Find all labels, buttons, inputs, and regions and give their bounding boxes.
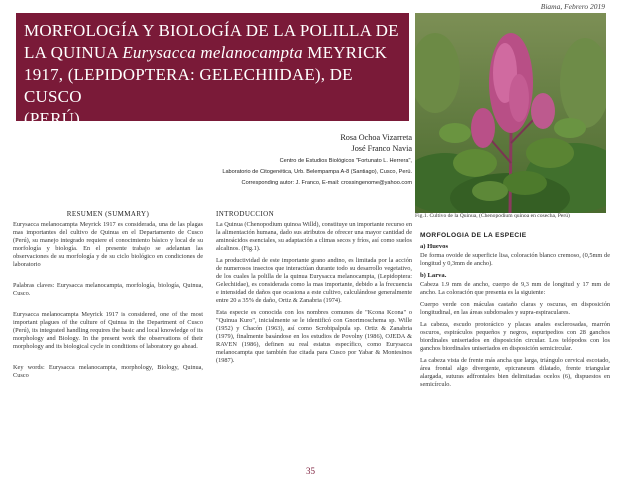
journal-header: Biama, Febrero 2019: [540, 2, 605, 11]
quinoa-plant-illustration: [415, 13, 606, 213]
keywords-spanish: Palabras claves: Eurysacca melanocampta, morfología, biología, Quinua, Cusco.: [13, 282, 203, 297]
author-name: Rosa Ochoa Vizarreta: [340, 133, 412, 142]
eggs-subheading: a) Huevos: [420, 243, 449, 250]
intro-paragraph: Esta especie es conocida con los nombres comunes de "Kcona Kcona" o "Quinua Kuro", inicialmente se le identificó con Gnorimoschema sp. Wille (1952) y Chacón (1963), así como Scrobipalpula sp. Ortiz & Zanabria (1979), finalmente basándose en los estudios de Povolny (1986), OJEDA & RAVEN (1986), definen su real estatus específico, como Eurysacca melanocampta que también fue citada para Cusco por Yabar & Montesinos (1987).: [216, 309, 412, 364]
page-number: 35: [306, 466, 315, 476]
resumen-heading: RESUMEN (SUMMARY): [66, 210, 150, 218]
intro-paragraph: La productividad de este importante grano andino, es limitada por la acción de numerosos insectos que interactúan durante todo su desarrollo vegetativo, de los cuales la polilla de la quinua Eurysacca melanocampta, (Lepidoptera: Gelechiidae), es considerada como la mas importante, debido a la frecuencia e intensidad de daños que ocasiona a este cultivo, calculándose generalmente entre 20 a 35% de daño, Ortiz & Zanabria (1974).: [216, 257, 412, 304]
title-line-1: MORFOLOGÍA Y BIOLOGÍA DE LA POLILLA DE: [24, 21, 399, 40]
title-author: MEYRICK: [302, 43, 388, 62]
resumen-column: [13, 210, 203, 384]
affiliation: Centro de Estudios Biológicos "Fortunato L. Herrera",: [279, 158, 412, 164]
larva-paragraph: Cuerpo verde con máculas castaño claras y oscuras, en disposición longitudinal, en las áreas subdorsales y supra-espiraculares.: [420, 301, 610, 316]
morphology-heading: MORFOLOGIA DE LA ESPECIE: [420, 232, 527, 239]
introduction-column: [216, 210, 412, 369]
title-band: [16, 13, 409, 128]
authors-block: [180, 132, 412, 188]
introduction-heading: INTRODUCCION: [216, 210, 275, 218]
author-name: José Franco Navia: [351, 144, 412, 153]
eggs-paragraph: De forma ovoide de superficie lisa, coloración blanco cremoso, (0,5mm de longitud y 0,3mm de ancho).: [420, 252, 610, 267]
larva-paragraph: La cabeza, escudo protorácico y placas anales esclerosadas, marrón oscuros, espiráculos pequeños y negros, espuripedios con 28 ganchos biordinales uniseriados en disposición circular. Los telópodos con los ganchos biordinales uniseriados en disposición semicircular.: [420, 321, 610, 352]
article-title: [24, 20, 401, 130]
photo-caption: Fig.1. Cultivo de la Quinua, (Chenopodium quinoa en cosecha, Perú): [415, 213, 570, 219]
larva-paragraph: La cabeza vista de frente más ancha que larga, triángulo cervical escotado, área frontal algo divergente, epicraneum dilatado, frente triangular alargada, suturas adfrontales bien delimitadas ocelos (6), dispuestos en semicírculo.: [420, 357, 610, 388]
title-line-2: LA QUINUA: [24, 43, 123, 62]
quinoa-field-photo: [415, 13, 606, 213]
keywords-english: Key words: Eurysacca melanocampta, morphology, Biology, Quinua, Cusco: [13, 364, 203, 379]
affiliation: Laboratorio de Citogenética, Urb. Belempampa A-8 (Santiago), Cusco, Perú.: [222, 169, 412, 175]
morphology-column: [420, 232, 610, 393]
corresponding-author: Corresponding autor: J. Franco, E-mail: crossingenome@yahoo.com: [241, 180, 412, 186]
intro-paragraph: La Quinua (Chenopodium quinoa Willd), constituye un importante recurso en la alimentación humana, dado sus atributos de ofrecer una mayor cantidad de aminoácidos esenciales, su adaptación a climas secos y fríos, así como suelos alcalinos. (Fig.1).: [216, 221, 412, 252]
title-species: Eurysacca melanocampta: [122, 43, 303, 62]
summary-english: Eurysacca melanocampta Meyrick 1917 is considered, one of the most important plagues of the culture of Quinua in the Department of Cusco (Perú), its integrated handling requires the basic and local knowledge of its morphology and Biology. In the present work the observations of their morphology and its biological cycle in conditions of laboratory go ahead.: [13, 311, 203, 350]
resumen-spanish: Eurysacca melanocampta Meyrick 1917 es considerada, una de las plagas mas importantes del cultivo de Quinua en el Departamento de Cusco (Perú), su manejo integrado requiere el conocimiento básico y local de su morfología y biología. En el presente trabajo se adelantan las observaciones de su morfología y de su ciclo biológico en condiciones de laboratorio: [13, 221, 203, 268]
title-line-4: (PERÚ): [24, 109, 80, 128]
larva-subheading: b) Larva.: [420, 272, 447, 279]
title-line-3: 1917, (LEPIDOPTERA: GELECHIIDAE), DE CUSCO: [24, 65, 353, 106]
larva-paragraph: Cabeza 1.9 mm de ancho, cuerpo de 9,3 mm de longitud y 17 mm de ancho. La coloración que presenta es la siguiente:: [420, 281, 610, 296]
